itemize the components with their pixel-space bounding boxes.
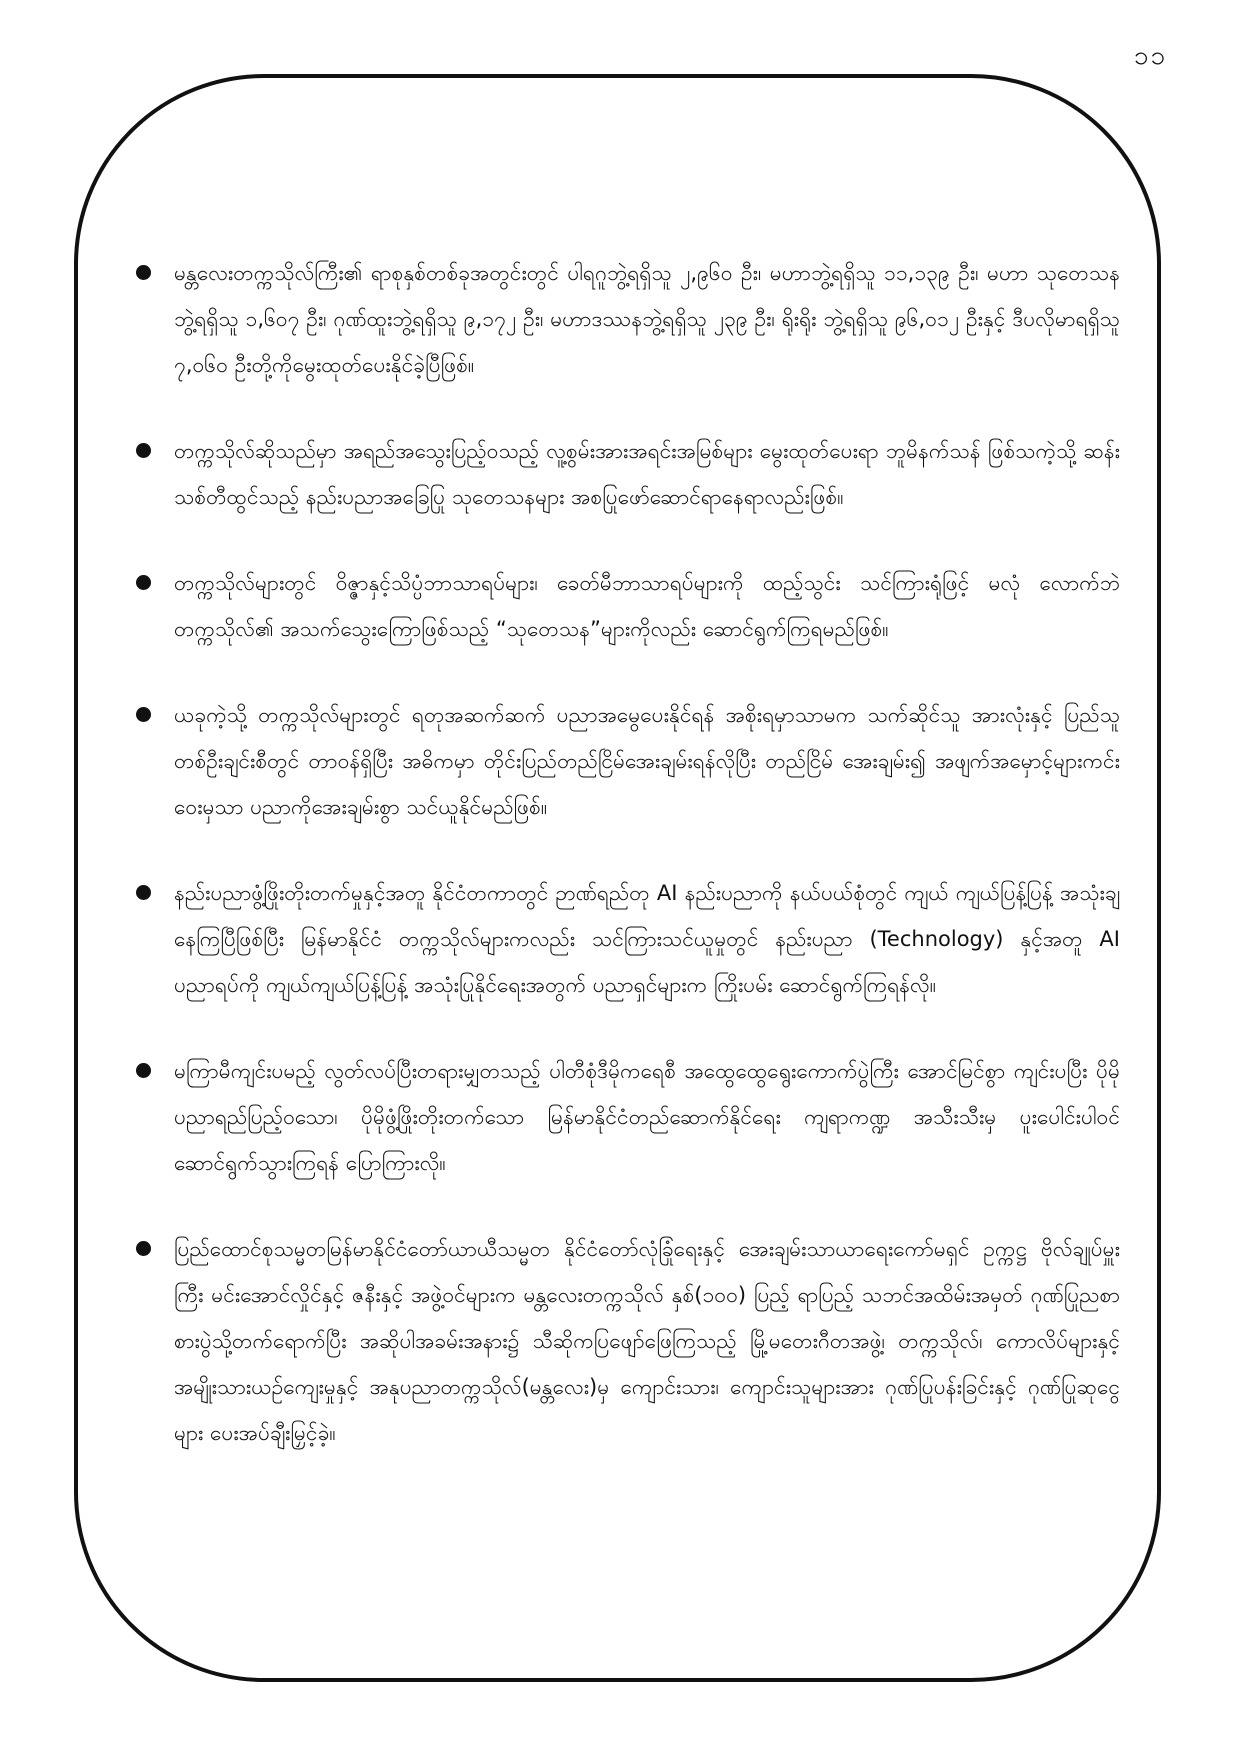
bullet-item-5 [130, 870, 1120, 1008]
bullet-list [130, 250, 1120, 1456]
bullet-item-2 [130, 428, 1120, 520]
page-number: ၁၁ [1133, 41, 1167, 71]
bullet-text: ပြည်ထောင်စုသမ္မတမြန်မာနိုင်ငံတော်ယာယီသမ္မတ နိုင်ငံတော်လုံခြုံရေးနှင့် အေးချမ်းသာယာရေးကော်မရှင် ဥက္ကဋ္ဌ ဗိုလ်ချုပ်မှူးကြီး မင်းအောင်လှိုင်နှင့် ဇနီးနှင့် အဖွဲ့ဝင်များက မန္တလေးတက္ကသိုလ် နှစ်(၁၀၀) ပြည့် ရာပြည့် သဘင်အထိမ်းအမှတ် ဂုဏ်ပြုညစာစားပွဲသို့တက်ရောက်ပြီး အဆိုပါအခမ်းအနား၌ သီဆိုကပြဖျော်ဖြေကြသည့် မြို့မတေးဂီတအဖွဲ့၊ တက္ကသိုလ်၊ ကောလိပ်များနှင့် အမျိုးသားယဉ်ကျေးမှုနှင့် အနုပညာတက္ကသိုလ်(မန္တလေး)မှ ကျောင်းသား၊ ကျောင်းသူများအား ဂုဏ်ပြုပန်းခြင်းနှင့် ဂုဏ်ပြုဆုငွေများ ပေးအပ်ချီးမြှင့်ခဲ့။ [174, 1237, 1120, 1445]
bullet-dot-icon [136, 443, 151, 458]
bullet-item-3 [130, 560, 1120, 652]
bullet-text: တက္ကသိုလ်ဆိုသည်မှာ အရည်အသွေးပြည့်ဝသည့် လူ့စွမ်းအားအရင်းအမြစ်များ မွေးထုတ်ပေးရာ ဘူမိနက်သန် ဖြစ်သကဲ့သို့ ဆန်းသစ်တီထွင်သည့် နည်းပညာအခြေပြု သုတေသနများ အစပြုဖော်ဆောင်ရာနေရာလည်းဖြစ်။ [174, 439, 1120, 509]
bullet-text: တက္ကသိုလ်များတွင် ဝိဇ္ဇာနှင့်သိပ္ပံဘာသာရပ်များ၊ ခေတ်မီဘာသာရပ်များကို ထည့်သွင်း သင်ကြားရုံဖြင့် မလုံ လောက်ဘဲ တက္ကသိုလ်၏ အသက်သွေးကြောဖြစ်သည့် “သုတေသန”များကိုလည်း ဆောင်ရွက်ကြရမည်ဖြစ်။ [174, 571, 1120, 641]
bullet-dot-icon [136, 575, 151, 590]
bullet-item-1 [130, 250, 1120, 388]
bullet-text: မန္တလေးတက္ကသိုလ်ကြီး၏ ရာစုနှစ်တစ်ခုအတွင်းတွင် ပါရဂူဘွဲ့ရရှိသူ ၂,၉၆၀ ဦး၊ မဟာဘွဲ့ရရှိသူ ၁၁,၁၃၉ ဦး၊ မဟာ သုတေသနဘွဲ့ရရှိသူ ၁,၆၀၇ ဦး၊ ဂုဏ်ထူးဘွဲ့ရရှိသူ ၉,၁၇၂ ဦး၊ မဟာဒဿနဘွဲ့ရရှိသူ ၂၃၉ ဦး၊ ရိုးရိုး ဘွဲ့ရရှိသူ ၉၆,၀၁၂ ဦးနှင့် ဒီပလိုမာရရှိသူ ၇,၀၆၀ ဦးတို့ကိုမွေးထုတ်ပေးနိုင်ခဲ့ပြီဖြစ်။ [174, 261, 1120, 377]
bullet-item-4 [130, 692, 1120, 830]
bullet-dot-icon [136, 885, 151, 900]
bullet-dot-icon [136, 1241, 151, 1256]
bullet-dot-icon [136, 707, 151, 722]
bullet-dot-icon [136, 265, 151, 280]
content-area [130, 250, 1120, 1496]
bullet-dot-icon [136, 1063, 151, 1078]
bullet-item-6 [130, 1048, 1120, 1186]
bullet-text: ယခုကဲ့သို့ တက္ကသိုလ်များတွင် ရတုအဆက်ဆက် ပညာအမွေပေးနိုင်ရန် အစိုးရမှာသာမက သက်ဆိုင်သူ အားလုံးနှင့် ပြည်သူတစ်ဦးချင်းစီတွင် တာဝန်ရှိပြီး အဓိကမှာ တိုင်းပြည်တည်ငြိမ်အေးချမ်းရန်လိုပြီး တည်ငြိမ် အေးချမ်း၍ အဖျက်အမှောင့်များကင်းဝေးမှသာ ပညာကိုအေးချမ်းစွာ သင်ယူနိုင်မည်ဖြစ်။ [174, 703, 1120, 819]
bullet-text: နည်းပညာဖွံ့ဖြိုးတိုးတက်မှုနှင့်အတူ နိုင်ငံတကာတွင် ဉာဏ်ရည်တု AI နည်းပညာကို နယ်ပယ်စုံတွင် ကျယ် ကျယ်ပြန့်ပြန့် အသုံးချနေကြပြီဖြစ်ပြီး မြန်မာနိုင်ငံ တက္ကသိုလ်များကလည်း သင်ကြားသင်ယူမှုတွင် နည်းပညာ (Technology) နှင့်အတူ AI ပညာရပ်ကို ကျယ်ကျယ်ပြန့်ပြန့် အသုံးပြုနိုင်ရေးအတွက် ပညာရှင်များက ကြိုးပမ်း ဆောင်ရွက်ကြရန်လို။ [174, 881, 1120, 997]
bullet-text: မကြာမီကျင်းပမည့် လွတ်လပ်ပြီးတရားမျှတသည့် ပါတီစုံဒီမိုကရေစီ အထွေထွေရွေးကောက်ပွဲကြီး အောင်မြင်စွာ ကျင်းပပြီး ပိုမိုပညာရည်ပြည့်ဝသော၊ ပိုမိုဖွံ့ဖြိုးတိုးတက်သော မြန်မာနိုင်ငံတည်ဆောက်နိုင်ရေး ကျရာကဏ္ဍ အသီးသီးမှ ပူးပေါင်းပါဝင်ဆောင်ရွက်သွားကြရန် ပြောကြားလို။ [174, 1059, 1120, 1175]
bullet-item-7 [130, 1226, 1120, 1456]
